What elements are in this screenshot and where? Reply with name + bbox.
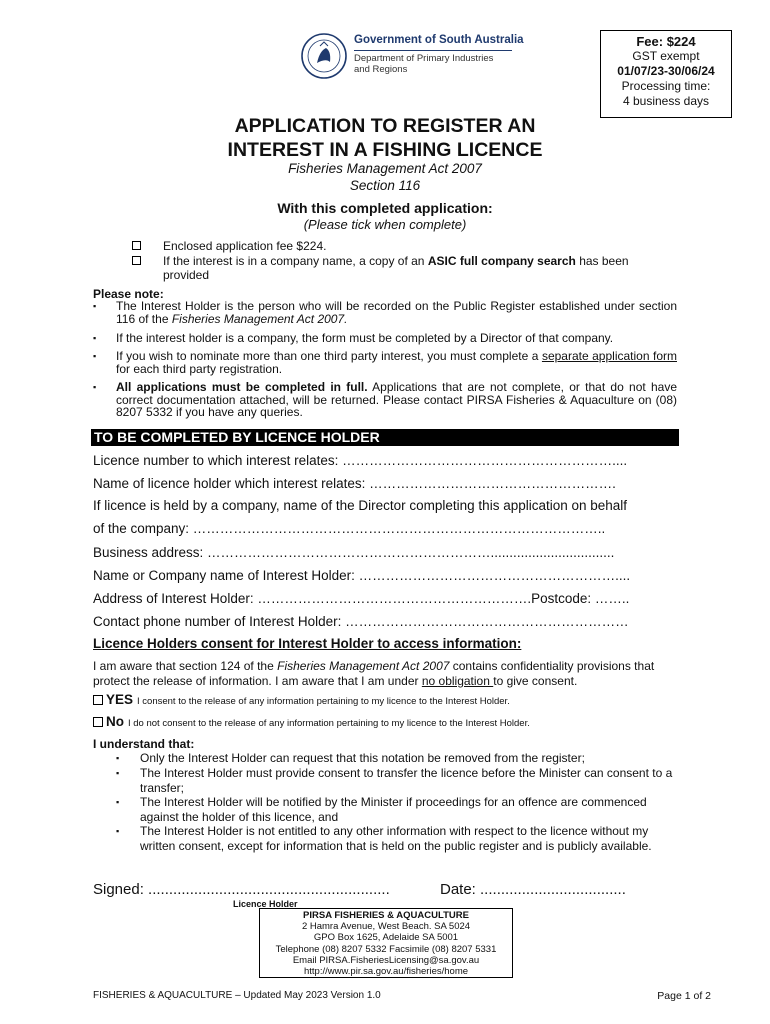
page-title-line-1: APPLICATION TO REGISTER AN <box>234 115 536 137</box>
processing-days: 4 business days <box>622 94 710 108</box>
pirsa-street: 2 Hamra Avenue, West Beach. SA 5024 <box>301 921 471 933</box>
fee-period: 01/07/23-30/06/24 <box>617 64 715 78</box>
fee-box <box>600 30 732 118</box>
pirsa-po-box: GPO Box 1625, Adelaide SA 5001 <box>313 932 459 944</box>
pirsa-org-name: PIRSA FISHERIES & AQUACULTURE <box>303 910 469 921</box>
consent-no-option[interactable]: No I do not consent to the release of any information pertaining to my licence to the Interest Holder. <box>93 714 530 729</box>
fee-checkbox[interactable] <box>132 241 141 250</box>
signature-field[interactable]: Signed: .......................................................... <box>93 881 390 898</box>
government-logo <box>300 32 524 82</box>
note-item-3: ▪ If you wish to nominate more than one third party interest, you must complete a separate application form for each third party registration. <box>93 349 677 376</box>
section-banner: TO BE COMPLETED BY LICENCE HOLDER <box>91 429 679 446</box>
logo-divider <box>354 50 512 51</box>
government-name: Government of South Australia <box>354 34 524 46</box>
footer-version: FISHERIES & AQUACULTURE – Updated May 2023 Version 1.0 <box>93 990 381 1001</box>
no-checkbox[interactable] <box>93 717 103 727</box>
notes-heading: Please note: <box>93 287 164 301</box>
checklist-instruction: (Please tick when complete) <box>303 217 467 232</box>
sa-crest-icon <box>300 32 348 80</box>
note-item-1: ▪ The Interest Holder is the person who will be recorded on the Public Register established under section 116 of the Fisheries Management Act 2007. <box>93 299 677 326</box>
pirsa-email[interactable]: Email PIRSA.FisheriesLicensing@sa.gov.au <box>292 954 480 966</box>
checklist-item-fee: Enclosed application fee $224. <box>132 239 677 254</box>
fee-amount: Fee: $224 <box>636 34 696 49</box>
department-name: Department of Primary Industries and Regions <box>354 53 494 75</box>
company-director-label: If licence is held by a company, name of the Director completing this application on behalf <box>93 498 628 513</box>
signature-role-label: Licence Holder <box>233 899 298 909</box>
understand-item-1: ▪ Only the Interest Holder can request that this notation be removed from the register; <box>116 751 585 765</box>
holder-name-field[interactable]: Name of licence holder which interest relates: ………………………………………………. <box>93 476 616 491</box>
note-item-2: ▪ If the interest holder is a company, the form must be completed by a Director of that company. <box>93 331 614 345</box>
interest-holder-address-field[interactable]: Address of Interest Holder: …………………………………………………….Postcode: …….. <box>93 591 630 606</box>
page-number: Page 1 of 2 <box>657 990 711 1002</box>
page-title-line-2: INTEREST IN A FISHING LICENCE <box>227 139 543 161</box>
company-director-field[interactable]: of the company: ……………………………………………………………………………….. <box>93 521 606 536</box>
asic-checkbox[interactable] <box>132 256 141 265</box>
understand-item-4: ▪ The Interest Holder is not entitled to any other information with respect to the licence without my written consent, except for information that is held on the public register and is publicly available. <box>116 824 652 853</box>
understand-item-3: ▪ The Interest Holder will be notified by the Minister if proceedings for an offence are commenced against the holder of this licence, and <box>116 795 647 824</box>
processing-label: Processing time: <box>621 79 711 93</box>
pirsa-phone: Telephone (08) 8207 5332 Facsimile (08) 8207 5331 <box>275 943 497 955</box>
separate-form-link[interactable]: separate application form <box>541 349 677 363</box>
business-address-field[interactable]: Business address: ………………………………………………………................................. <box>93 545 615 560</box>
understand-item-2: ▪ The Interest Holder must provide consent to transfer the licence before the Minister can consent to a transfer; <box>116 766 673 795</box>
consent-heading: Licence Holders consent for Interest Holder to access information: <box>93 636 522 651</box>
consent-yes-option[interactable]: YES I consent to the release of any information pertaining to my licence to the Interest Holder. <box>93 692 510 707</box>
act-section: Section 116 <box>349 178 421 193</box>
pirsa-address-box <box>259 908 513 978</box>
licence-number-field[interactable]: Licence number to which interest relates: …………………………………………………….... <box>93 453 628 468</box>
act-name: Fisheries Management Act 2007 <box>288 161 482 176</box>
consent-paragraph: I am aware that section 124 of the Fisheries Management Act 2007 contains confidentiality provisions that protect the release of information. I am aware that I am under no obligation to give consent. <box>93 659 655 688</box>
checklist-heading: With this completed application: <box>277 200 493 216</box>
interest-holder-phone-field[interactable]: Contact phone number of Interest Holder: ……………………………………………………… <box>93 614 629 629</box>
checklist-item-asic: If the interest is in a company name, a copy of an ASIC full company search has been provided <box>132 254 677 284</box>
understand-heading: I understand that: <box>93 737 195 751</box>
interest-holder-name-field[interactable]: Name or Company name of Interest Holder: ………………………………………………….... <box>93 568 631 583</box>
date-field[interactable]: Date: ................................... <box>440 881 626 898</box>
pirsa-website[interactable]: http://www.pir.sa.gov.au/fisheries/home <box>303 966 469 978</box>
note-item-4: ▪ All applications must be completed in full. Applications that are not complete, or that do not have correct documentation attached, will be returned. Please contact PIRSA Fisheries & Aquaculture on (08) 8207 5332 if you have any queries. <box>93 380 678 419</box>
yes-checkbox[interactable] <box>93 695 103 705</box>
gst-status: GST exempt <box>632 49 700 63</box>
